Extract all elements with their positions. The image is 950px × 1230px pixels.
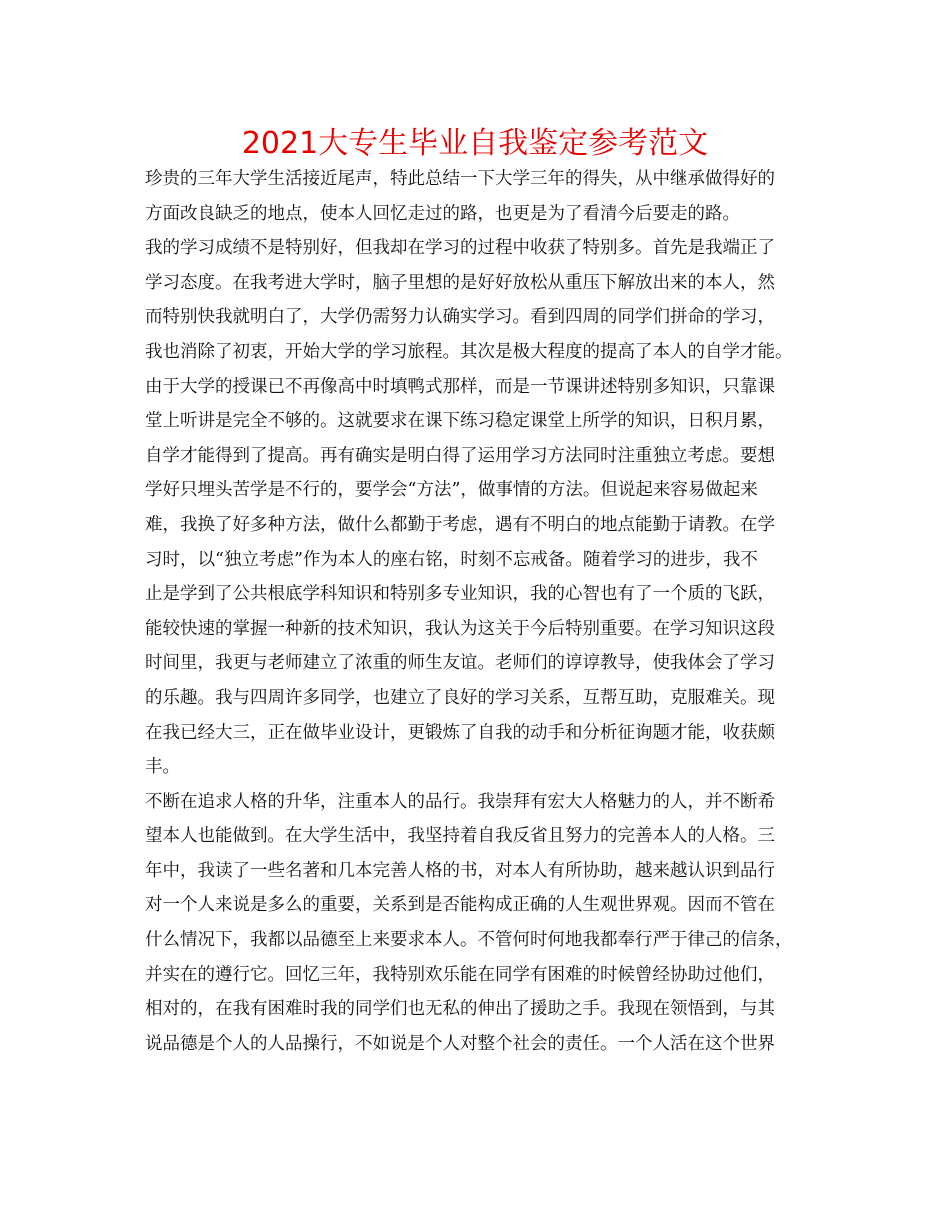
body-text-line: 不断在追求人格的升华，注重本人的品行。我崇拜有宏大人格魅力的人，并不断希 <box>145 791 775 812</box>
document-body <box>145 162 825 1061</box>
body-text-line: 珍贵的三年大学生活接近尾声，特此总结一下大学三年的得失，从中继承做得好的 <box>145 169 775 189</box>
body-text-line: 学习态度。在我考进大学时，脑子里想的是好好放松从重压下解放出来的本人，然 <box>145 272 775 293</box>
body-text-line: 的乐趣。我与四周许多同学，也建立了良好的学习关系，互帮互助，克服难关。现 <box>145 687 775 708</box>
body-text-line: 说品德是个人的人品操行，不如说是个人对整个社会的责任。一个人活在这个世界 <box>145 1033 775 1054</box>
body-text-line: 我的学习成绩不是特别好，但我却在学习的过程中收获了特别多。首先是我端正了 <box>145 238 775 259</box>
body-text-line: 在我已经大三，正在做毕业设计，更锻炼了自我的动手和分析征询题才能，收获颇 <box>145 722 775 743</box>
body-text-line: 由于大学的授课已不再像高中时填鸭式那样，而是一节课讲述特别多知识，只靠课 <box>145 376 775 397</box>
body-text-line: 习时，以“独立考虑”作为本人的座右铭，时刻不忘戒备。随着学习的进步，我不 <box>145 549 758 570</box>
body-text-line: 学好只埋头苦学是不行的，要学会“方法”，做事情的方法。但说起来容易做起来 <box>145 480 758 501</box>
document-title: 2021大专生毕业自我鉴定参考范文 <box>241 126 709 161</box>
body-text-line: 自学才能得到了提高。再有确实是明白得了运用学习方法同时注重独立考虑。要想 <box>145 445 775 466</box>
body-text-line: 相对的，在我有困难时我的同学们也无私的伸出了援助之手。我现在领悟到，与其 <box>145 999 775 1020</box>
body-text-line: 对一个人来说是多么的重要，关系到是否能构成正确的人生观世界观。因而不管在 <box>145 895 775 916</box>
body-text-line: 年中，我读了一些名著和几本完善人格的书，对本人有所协助，越来越认识到品行 <box>145 860 775 881</box>
body-text-line: 方面改良缺乏的地点，使本人回忆走过的路，也更是为了看清今后要走的路。 <box>145 203 740 224</box>
body-text-line: 堂上听讲是完全不够的。这就要求在课下练习稳定课堂上所学的知识，日积月累， <box>145 411 775 432</box>
body-text-line: 时间里，我更与老师建立了浓重的师生友谊。老师们的谆谆教导，使我体会了学习 <box>145 653 775 674</box>
body-text-line: 望本人也能做到。在大学生活中，我坚持着自我反省且努力的完善本人的人格。三 <box>145 826 775 847</box>
body-text-line: 难，我换了好多种方法，做什么都勤于考虑，遇有不明白的地点能勤于请教。在学 <box>145 514 775 535</box>
body-text-line: 我也消除了初衷，开始大学的学习旅程。其次是极大程度的提高了本人的自学才能。 <box>145 341 793 362</box>
body-text-line: 能较快速的掌握一种新的技术知识，我认为这关于今后特别重要。在学习知识这段 <box>145 618 775 639</box>
body-text-line: 什么情况下，我都以品德至上来要求本人。不管何时何地我都奉行严于律己的信条， <box>145 930 793 951</box>
body-text-line: 并实在的遵行它。回忆三年，我特别欢乐能在同学有困难的时候曾经协助过他们， <box>145 964 775 985</box>
body-text-line: 而特别快我就明白了，大学仍需努力认确实学习。看到四周的同学们拼命的学习， <box>145 307 775 328</box>
body-text-line: 止是学到了公共根底学科知识和特别多专业知识，我的心智也有了一个质的飞跃， <box>145 584 775 605</box>
body-text-line: 丰。 <box>145 757 180 778</box>
